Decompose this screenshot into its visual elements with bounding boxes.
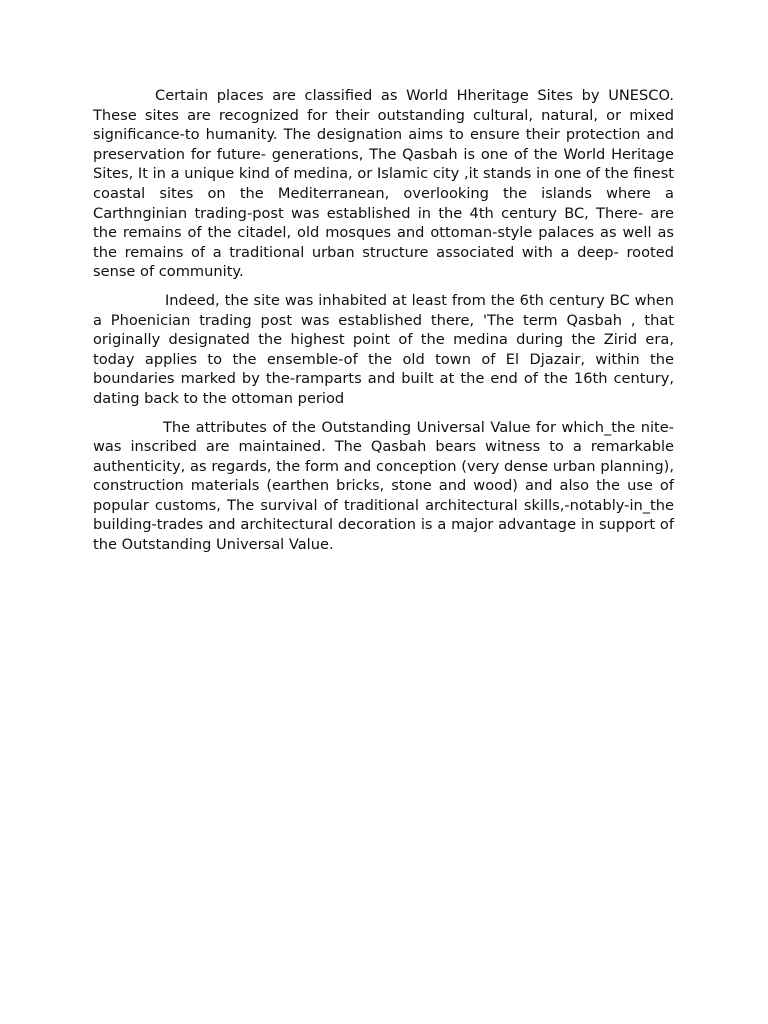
- paragraph-3: The attributes of the Outstanding Universal Value for which_the nite- was inscribed are maintained. The Qasbah bears witness to a remarkable authenticity, as regards, the form and conception (very dense urban planning), construction materials (earthen bricks, stone and wood) and also the use of popular customs, The survival of traditional architectural skills,-notably-in_the building-trades and architectural decoration is a major advantage in support of the Outstanding Universal Value.: [93, 418, 674, 554]
- document-body: [93, 86, 674, 564]
- paragraph-2: Indeed, the site was inhabited at least from the 6th century BC when a Phoenician trading post was established there, 'The term Qasbah , that originally designated the highest point of the medina during the Zirid era, today applies to the ensemble-of the old town of El Djazair, within the boundaries marked by the-ramparts and built at the end of the 16th century, dating back to the ottoman period: [93, 291, 674, 407]
- paragraph-1: Certain places are classified as World Hheritage Sites by UNESCO. These sites are recognized for their outstanding cultural, natural, or mixed significance-to humanity. The designation aims to ensure their protection and preservation for future- generations, The Qasbah is one of the World Heritage Sites, It in a unique kind of medina, or Islamic city ,it stands in one of the finest coastal sites on the Mediterranean, overlooking the islands where a Carthnginian trading-post was established in the 4th century BC, There- are the remains of the citadel, old mosques and ottoman-style palaces as well as the remains of a traditional urban structure associated with a deep- rooted sense of community.: [93, 87, 674, 281]
